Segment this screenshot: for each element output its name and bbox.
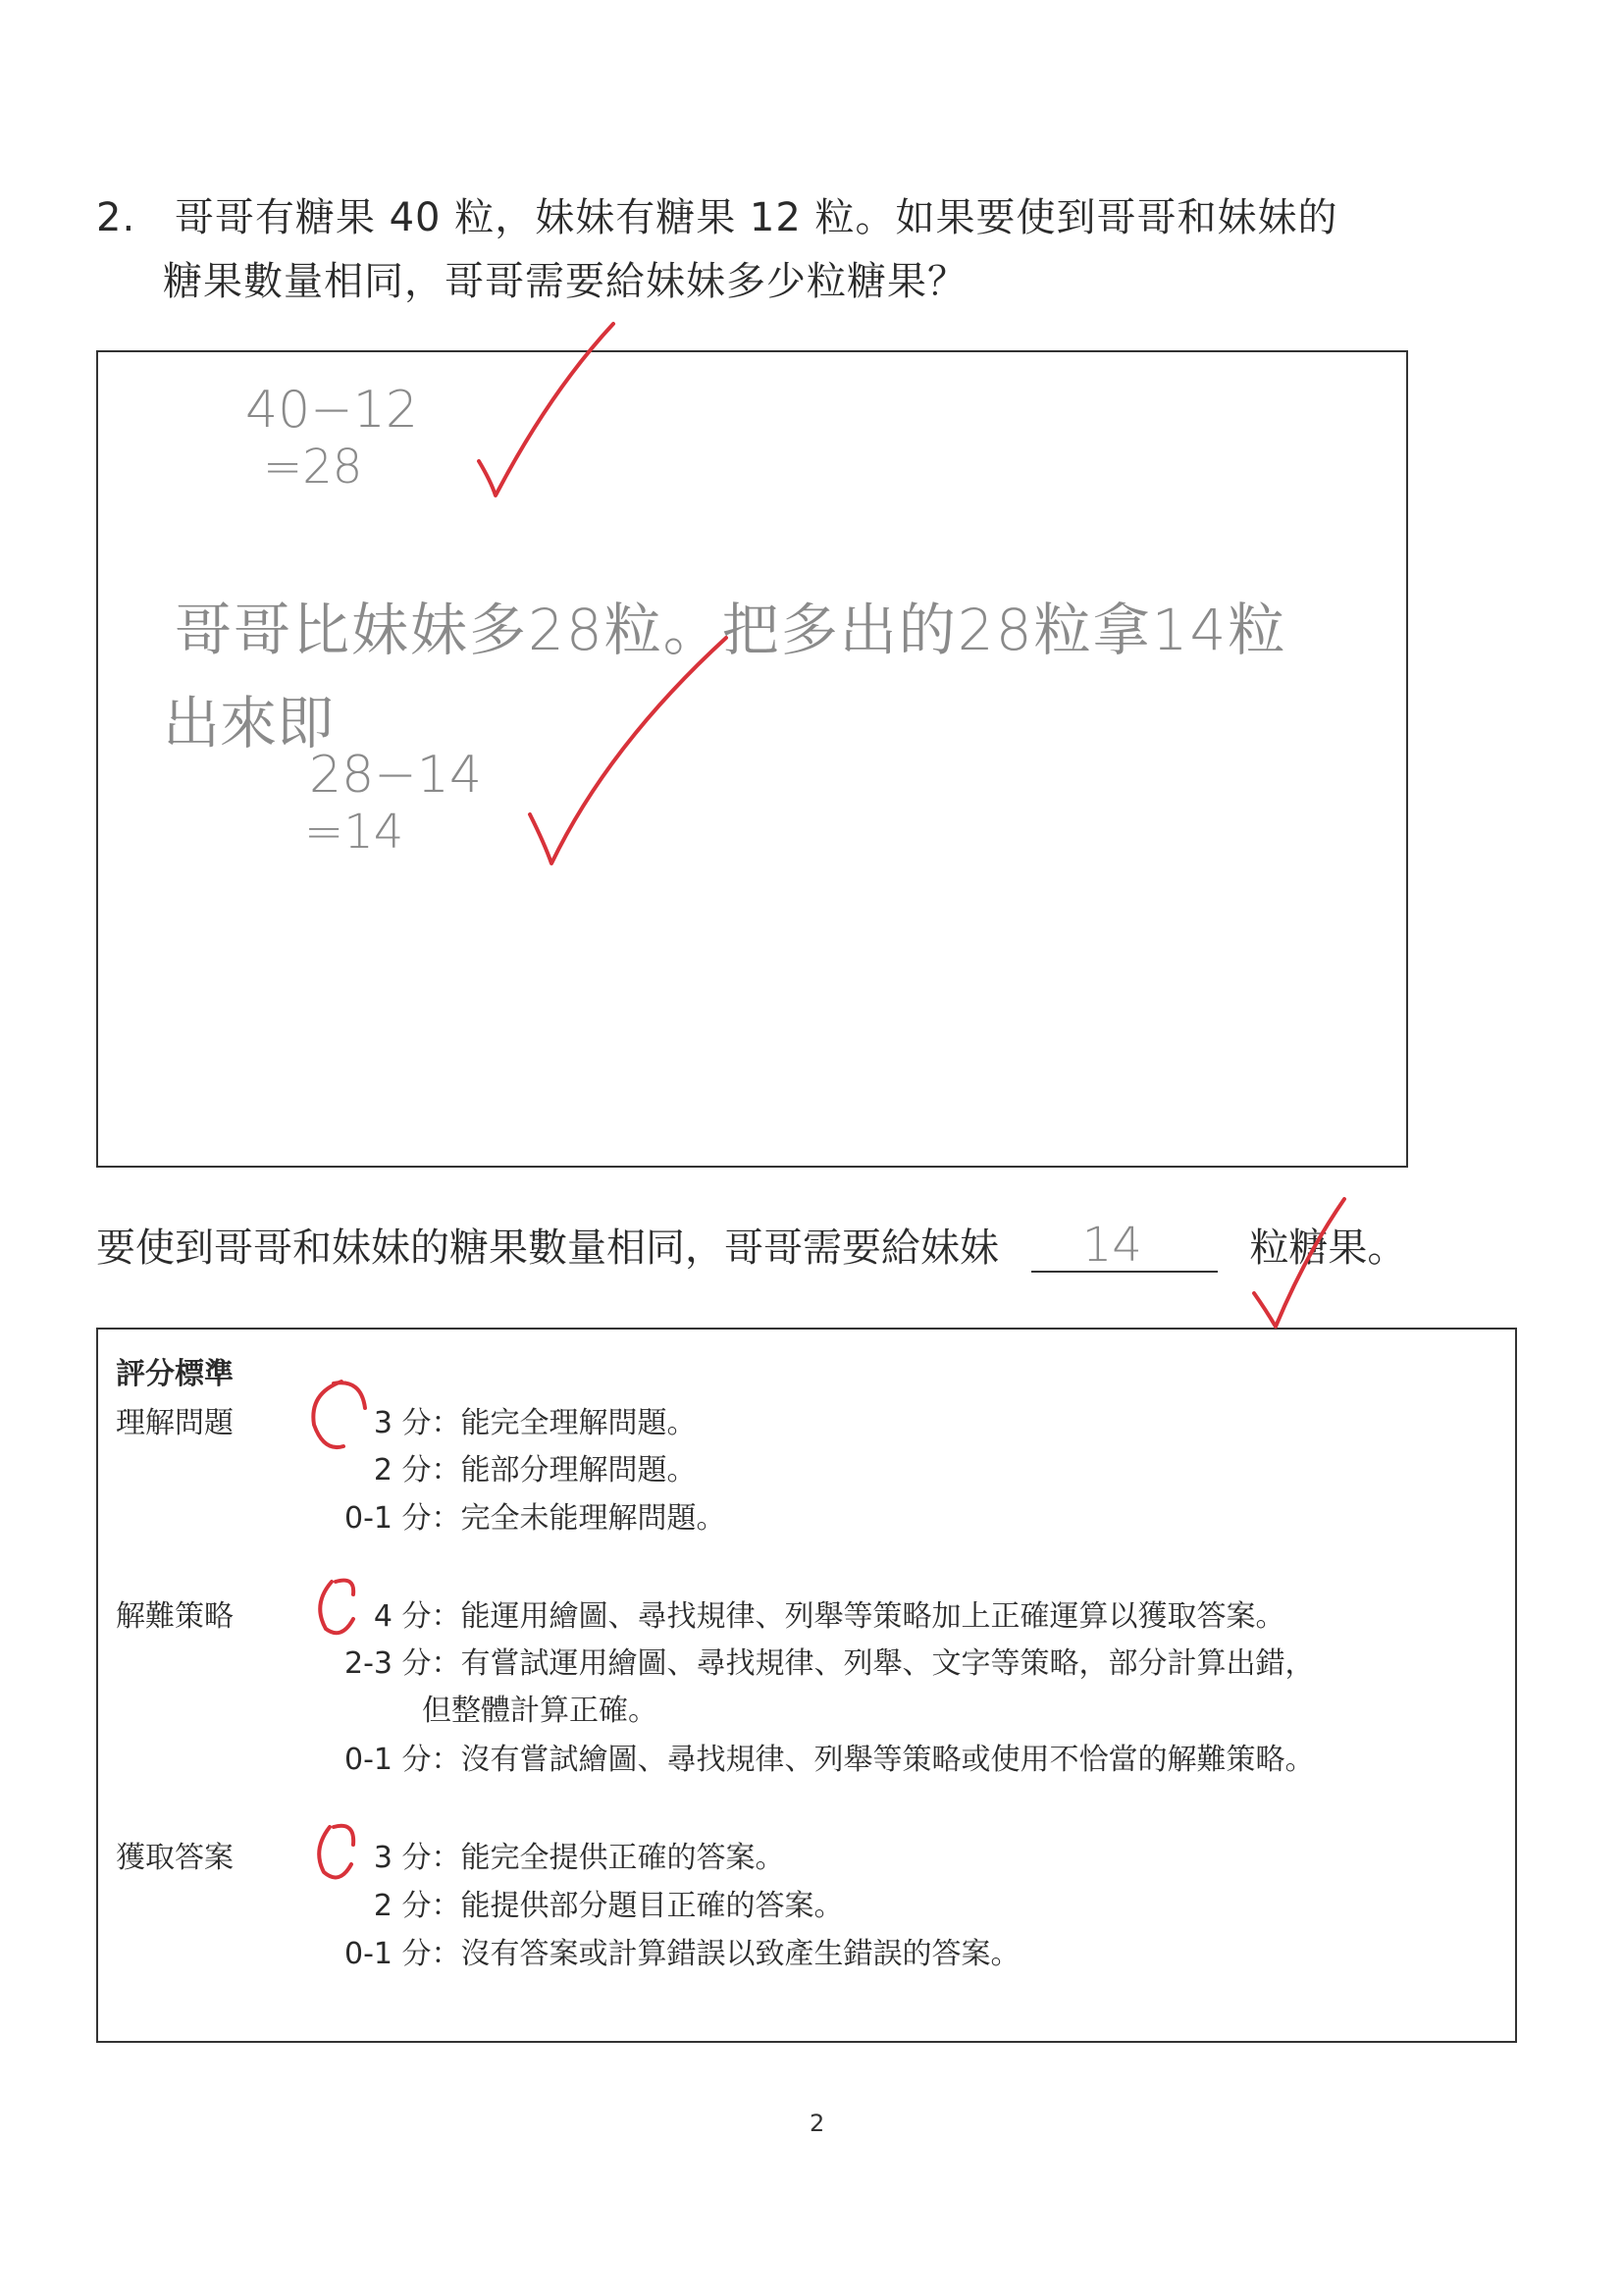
rubric-section-understanding-name: 理解問題	[116, 1406, 234, 1440]
question-number: 2.	[96, 195, 136, 240]
question-line2: 糖果數量相同，哥哥需要給妹妹多少粒糖果？	[163, 259, 968, 304]
rubric-title: 評分標準	[116, 1357, 234, 1391]
handwritten-calc2-result: =14	[304, 805, 404, 860]
handwritten-calc1-result: =28	[263, 440, 363, 495]
handwritten-sentence-line1: 哥哥比妹妹多28粒。把多出的28粒拿14粒	[175, 597, 1287, 663]
page-number: 2	[810, 2110, 825, 2137]
answer-suffix: 粒糖果。	[1249, 1226, 1407, 1271]
rubric-section-strategy-name: 解難策略	[116, 1599, 234, 1634]
answer-blank[interactable]	[1031, 1218, 1218, 1273]
rubric-row: 3 分：能完全理解問題。	[373, 1406, 697, 1440]
answer-sentence	[96, 1217, 1406, 1273]
rubric-row: 0-1 分：完全未能理解問題。	[344, 1501, 726, 1536]
answer-handwritten-value: 14	[1081, 1218, 1142, 1273]
answer-prefix: 要使到哥哥和妹妹的糖果數量相同，哥哥需要給妹妹	[96, 1226, 999, 1271]
rubric-row: 2 分：能部分理解問題。	[373, 1453, 697, 1487]
rubric-row: 0-1 分：沒有答案或計算錯誤以致產生錯誤的答案。	[344, 1937, 1021, 1971]
rubric-row: 0-1 分：沒有嘗試繪圖、尋找規律、列舉等策略或使用不恰當的解難策略。	[344, 1743, 1315, 1777]
rubric-row: 3 分：能完全提供正確的答案。	[373, 1841, 785, 1875]
rubric-row: 2 分：能提供部分題目正確的答案。	[373, 1889, 844, 1923]
handwritten-calc2-expr: 28−14	[309, 746, 482, 805]
rubric-row: 4 分：能運用繪圖、尋找規律、列舉等策略加上正確運算以獲取答案。	[373, 1599, 1285, 1634]
rubric-row: 2-3 分：有嘗試運用繪圖、尋找規律、列舉、文字等策略，部分計算出錯，	[344, 1646, 1315, 1681]
question-text-line1	[96, 186, 1338, 242]
handwritten-sentence-line2: 出來即	[163, 690, 335, 757]
rubric-section-answer-name: 獲取答案	[116, 1841, 234, 1875]
handwritten-calc1-expr: 40−12	[245, 381, 418, 440]
question-line1: 哥哥有糖果 40 粒，妹妹有糖果 12 粒。如果要使到哥哥和妹妹的	[174, 195, 1338, 240]
rubric-row-continuation: 但整體計算正確。	[422, 1694, 657, 1728]
